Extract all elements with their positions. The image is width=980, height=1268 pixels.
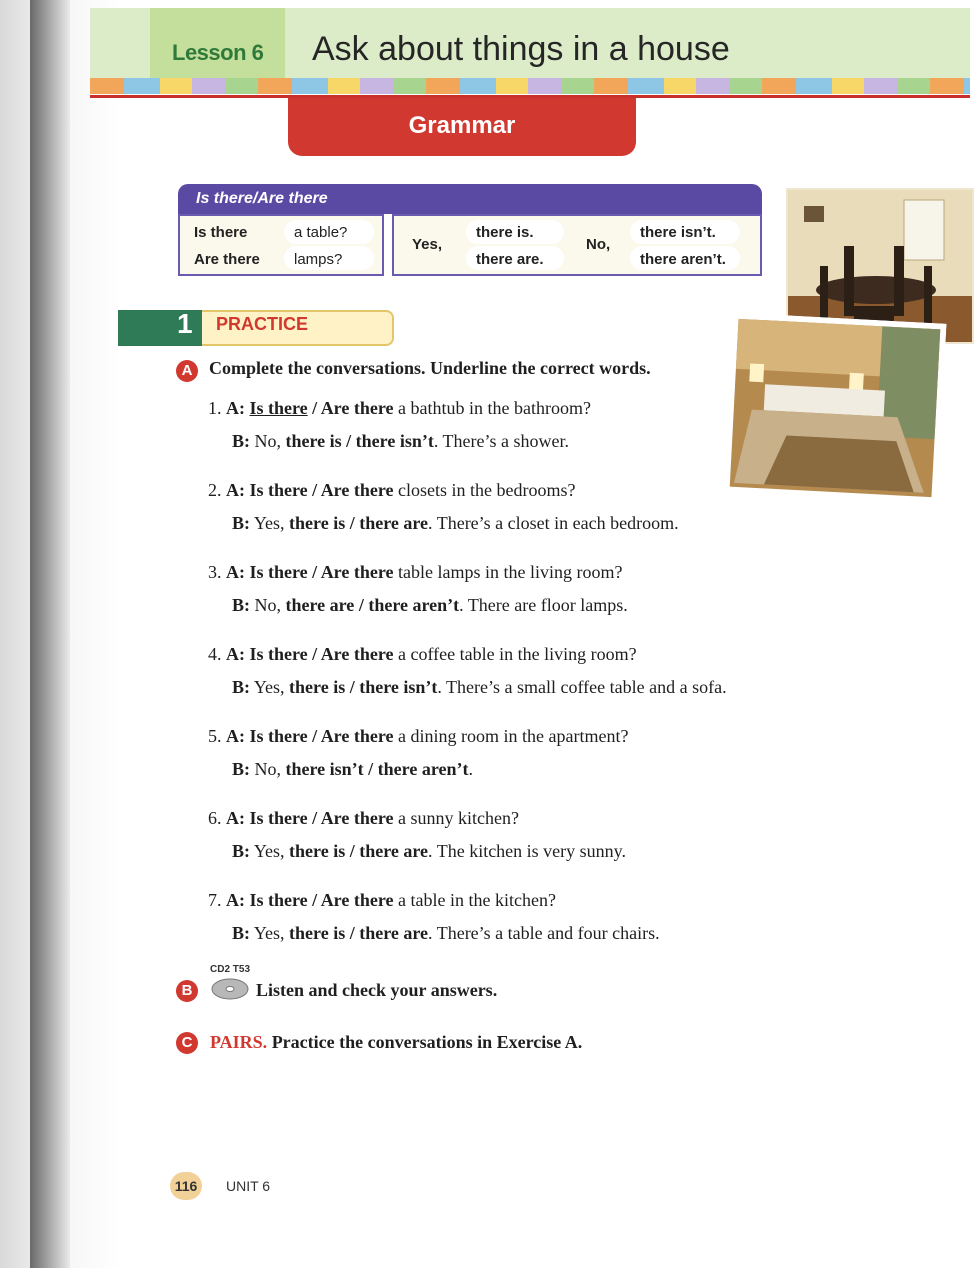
yes-answer-2: there are. xyxy=(476,251,544,268)
item-number: 7. xyxy=(208,890,222,910)
exercise-b-badge: B xyxy=(176,980,198,1002)
option-one[interactable]: there isn’t xyxy=(285,759,364,779)
option-one[interactable]: there is xyxy=(285,431,342,451)
answer-rest: . The kitchen is very sunny. xyxy=(428,841,626,861)
option-one[interactable]: Is there xyxy=(249,890,308,910)
exercise-c-badge: C xyxy=(176,1032,198,1054)
answer-line xyxy=(232,923,660,944)
option-one[interactable]: Is there xyxy=(249,398,308,418)
answer-line xyxy=(232,595,628,616)
option-two[interactable]: there are xyxy=(359,923,429,943)
pairs-label: PAIRS. xyxy=(210,1032,268,1052)
exercise-c-text: Practice the conversations in Exercise A. xyxy=(267,1032,583,1052)
answer-prefix: No, xyxy=(254,759,286,779)
answer-rest: . xyxy=(468,759,473,779)
page-number: 116 xyxy=(170,1172,202,1200)
option-two[interactable]: Are there xyxy=(320,890,394,910)
exercise-b-instruction: Listen and check your answers. xyxy=(256,980,498,1000)
question-verb-1: Is there xyxy=(194,224,248,241)
option-one[interactable]: there is xyxy=(289,923,346,943)
option-one[interactable]: Is there xyxy=(249,562,308,582)
option-one[interactable]: Is there xyxy=(249,480,308,500)
option-two[interactable]: Are there xyxy=(320,398,394,418)
practice-label: PRACTICE xyxy=(216,314,309,334)
option-one[interactable]: there is xyxy=(289,513,346,533)
lesson-label: Lesson 6 xyxy=(172,40,264,65)
answer-line xyxy=(232,841,626,862)
speaker-b: B: xyxy=(232,595,250,615)
speaker-a: A: xyxy=(226,808,245,828)
speaker-b: B: xyxy=(232,841,250,861)
grammar-box-heading: Is there/Are there xyxy=(196,190,328,207)
question-object-2: lamps? xyxy=(294,251,343,268)
speaker-b: B: xyxy=(232,759,250,779)
answer-prefix: Yes, xyxy=(253,841,290,861)
question-line xyxy=(208,644,637,665)
option-one[interactable]: Is there xyxy=(249,808,308,828)
speaker-b: B: xyxy=(232,677,250,697)
question-line xyxy=(208,808,519,829)
question-rest: a sunny kitchen? xyxy=(393,808,519,828)
speaker-a: A: xyxy=(226,644,245,664)
decorative-stripe xyxy=(90,78,970,94)
bedroom-photo xyxy=(723,313,946,504)
speaker-a: A: xyxy=(226,398,245,418)
question-line xyxy=(208,398,591,419)
answer-line xyxy=(232,513,679,534)
option-separator: / xyxy=(345,513,360,533)
exercise-a-instruction: Complete the conversations. Underline the correct words. xyxy=(209,358,651,378)
option-separator: / xyxy=(307,480,321,500)
answer-prefix: Yes, xyxy=(253,923,290,943)
option-separator: / xyxy=(307,808,321,828)
item-number: 4. xyxy=(208,644,222,664)
practice-number: 1 xyxy=(177,308,193,339)
answer-rest: . There’s a small coffee table and a sofa. xyxy=(437,677,727,697)
answer-prefix: Yes, xyxy=(253,513,290,533)
option-separator: / xyxy=(307,644,321,664)
speaker-a: A: xyxy=(226,562,245,582)
answer-line xyxy=(232,677,727,698)
answer-rest: . There’s a shower. xyxy=(433,431,569,451)
option-separator: / xyxy=(307,398,321,418)
option-one[interactable]: there is xyxy=(289,841,346,861)
speaker-a: A: xyxy=(226,890,245,910)
speaker-b: B: xyxy=(232,513,250,533)
option-two[interactable]: there aren’t xyxy=(368,595,460,615)
answer-prefix: Yes, xyxy=(253,677,290,697)
exercise-c-instruction xyxy=(210,1032,582,1053)
option-two[interactable]: Are there xyxy=(320,726,394,746)
section-title: Grammar xyxy=(408,112,516,139)
option-separator: / xyxy=(345,923,360,943)
option-two[interactable]: there aren’t xyxy=(377,759,469,779)
option-separator: / xyxy=(345,841,360,861)
option-one[interactable]: there are xyxy=(285,595,355,615)
option-two[interactable]: Are there xyxy=(320,480,394,500)
cd-track-label: CD2 T53 xyxy=(210,964,251,975)
question-line xyxy=(208,562,622,583)
option-separator: / xyxy=(363,759,378,779)
question-object-1: a table? xyxy=(294,224,348,241)
option-separator: / xyxy=(354,595,369,615)
speaker-b: B: xyxy=(232,431,250,451)
speaker-b: B: xyxy=(232,923,250,943)
option-separator: / xyxy=(307,726,321,746)
option-two[interactable]: Are there xyxy=(320,808,394,828)
question-line xyxy=(208,726,628,747)
item-number: 2. xyxy=(208,480,222,500)
item-number: 1. xyxy=(208,398,222,418)
grammar-box xyxy=(178,184,762,276)
option-two[interactable]: there isn’t xyxy=(355,431,434,451)
cd-icon xyxy=(210,976,250,1002)
no-answer-2: there aren’t. xyxy=(640,251,726,268)
item-number: 3. xyxy=(208,562,222,582)
option-one[interactable]: Is there xyxy=(249,644,308,664)
item-number: 5. xyxy=(208,726,222,746)
no-label: No, xyxy=(586,236,611,253)
option-separator: / xyxy=(307,890,321,910)
answer-line xyxy=(232,431,569,452)
question-verb-2: Are there xyxy=(194,251,260,268)
question-rest: a bathtub in the bathroom? xyxy=(393,398,591,418)
answer-rest: . There are floor lamps. xyxy=(459,595,628,615)
question-rest: table lamps in the living room? xyxy=(393,562,623,582)
option-two[interactable]: there isn’t xyxy=(359,677,438,697)
question-rest: a dining room in the apartment? xyxy=(393,726,629,746)
option-separator: / xyxy=(345,677,360,697)
lesson-title: Ask about things in a house xyxy=(312,30,730,68)
speaker-a: A: xyxy=(226,480,245,500)
no-answer-1: there isn’t. xyxy=(640,224,716,241)
speaker-a: A: xyxy=(226,726,245,746)
question-rest: closets in the bedrooms? xyxy=(393,480,576,500)
answer-rest: . There’s a table and four chairs. xyxy=(428,923,660,943)
option-two[interactable]: Are there xyxy=(320,644,394,664)
yes-label: Yes, xyxy=(412,236,443,253)
option-two[interactable]: Are there xyxy=(320,562,394,582)
option-one[interactable]: Is there xyxy=(249,726,308,746)
answer-prefix: No, xyxy=(254,431,286,451)
yes-answer-1: there is. xyxy=(476,224,534,241)
question-line xyxy=(208,480,575,501)
answer-rest: . There’s a closet in each bedroom. xyxy=(428,513,679,533)
question-rest: a coffee table in the living room? xyxy=(393,644,637,664)
option-separator: / xyxy=(341,431,356,451)
item-number: 6. xyxy=(208,808,222,828)
question-rest: a table in the kitchen? xyxy=(393,890,556,910)
question-line xyxy=(208,890,556,911)
option-separator: / xyxy=(307,562,321,582)
answer-line xyxy=(232,759,473,780)
answer-prefix: No, xyxy=(254,595,286,615)
book-binding-shadow xyxy=(0,0,120,1268)
option-two[interactable]: there are xyxy=(359,513,429,533)
exercise-a-badge: A xyxy=(176,360,198,382)
option-two[interactable]: there are xyxy=(359,841,429,861)
unit-label: UNIT 6 xyxy=(226,1178,271,1194)
option-one[interactable]: there is xyxy=(289,677,346,697)
